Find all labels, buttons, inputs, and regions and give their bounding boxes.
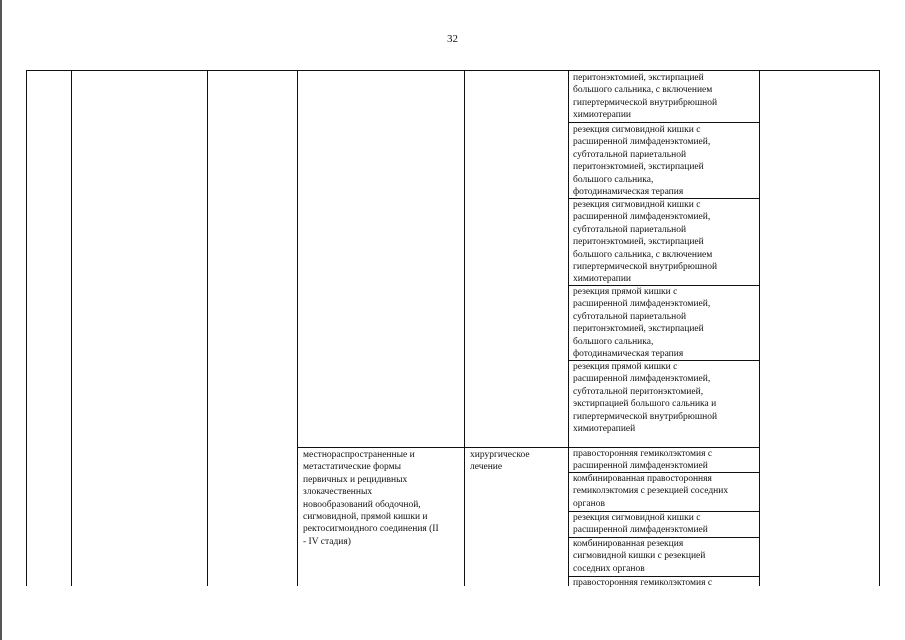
column-divider: [568, 71, 569, 586]
method-cell: резекция сигмовидной кишки с расширенной лимфаденэктомией: [573, 513, 708, 536]
method-cell: резекция прямой кишки с расширенной лимфаденэктомией, субтотальной париетальной перитонэктомией, экстирпацией большого сальника, фотодинамическая терапия: [573, 287, 711, 360]
column-divider: [759, 71, 760, 586]
method-cell: комбинированная правосторонняя гемиколэктомия с резекцией соседних органов: [573, 474, 729, 509]
scan-left-edge: [0, 0, 2, 640]
disease-cell: местнораспространенные и метастатические формы первичных и рецидивных злокачественных новообразований ободочной, сигмовидной, прямой кишки и ректосигмоидного соединения (II - IV стадия): [303, 450, 439, 547]
method-cell: перитонэктомией, экстирпацией большого сальника, с включением гипертермической внутрибрюшной химиотерапии: [573, 73, 718, 121]
method-cell: резекция прямой кишки с расширенной лимфаденэктомией, субтотальной перитонэктомией, экстирпацией большого сальника и гипертермической внутрибрюшной химиотерапией: [573, 362, 718, 435]
method-cell: комбинированная резекция сигмовидной кишки с резекцией соседних органов: [573, 539, 706, 574]
method-cell: правосторонняя гемиколэктомия с расширенной лимфаденэктомией: [573, 449, 713, 472]
method-cell: резекция сигмовидной кишки с расширенной лимфаденэктомией, субтотальной париетальной перитонэктомией, экстирпацией большого сальника, фотодинамическая терапия: [573, 125, 711, 198]
column-divider: [71, 71, 72, 586]
column-divider: [207, 71, 208, 586]
method-cell: правосторонняя гемиколэктомия с: [573, 578, 713, 588]
method-cell: резекция сигмовидной кишки с расширенной лимфаденэктомией, субтотальной париетальной перитонэктомией, экстирпацией большого сальника, с включением гипертермической внутрибрюшной химиотерапии: [573, 200, 718, 285]
medical-care-table: [26, 70, 880, 586]
treatment-cell: хирургическое лечение: [470, 450, 530, 473]
method-row-divider: [568, 122, 759, 123]
column-divider: [464, 71, 465, 586]
page-number: 32: [447, 33, 458, 45]
column-divider: [297, 71, 298, 586]
